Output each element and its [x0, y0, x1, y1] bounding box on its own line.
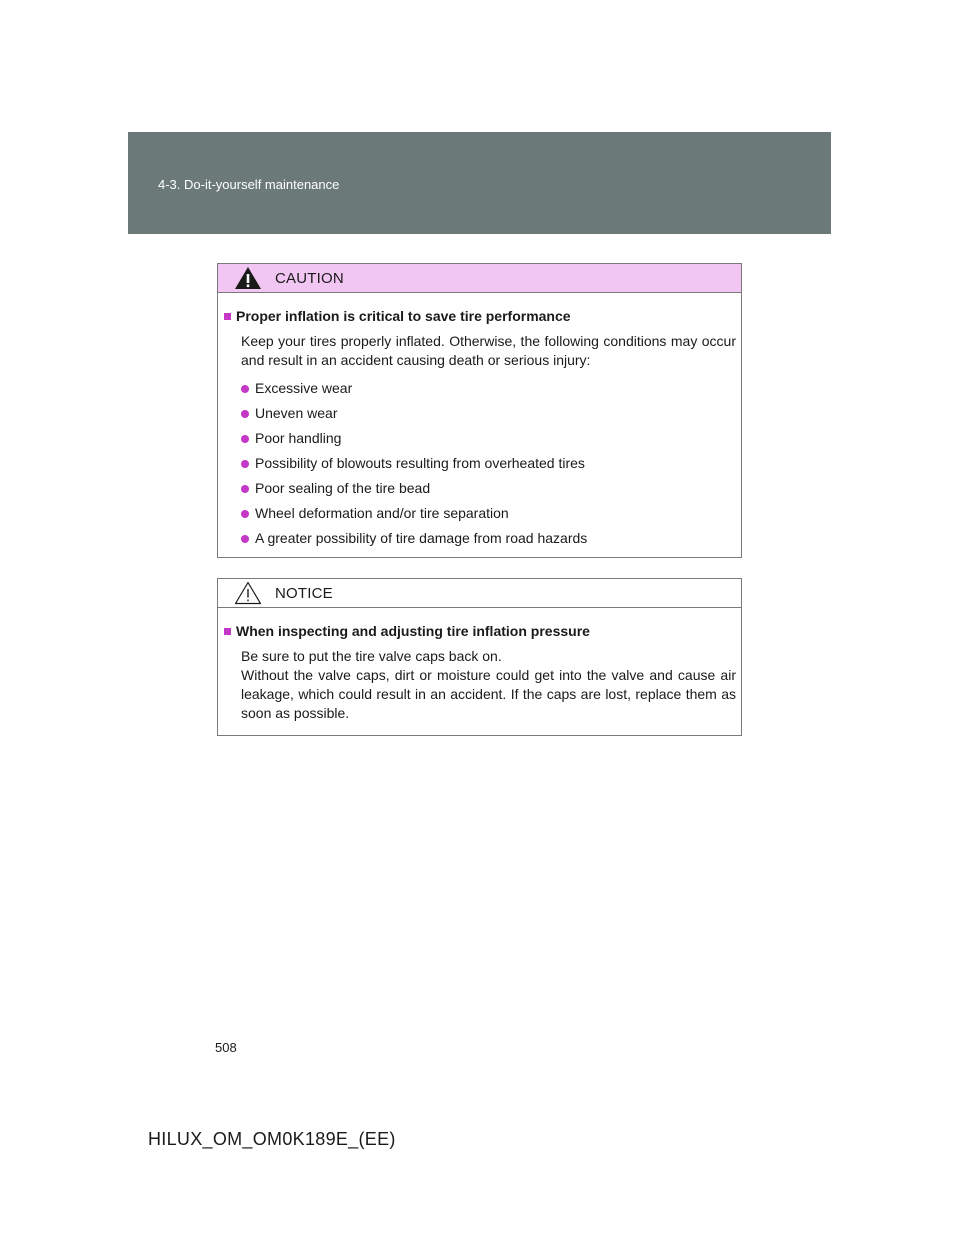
round-bullet-icon: [241, 435, 249, 443]
list-item: [241, 426, 736, 451]
round-bullet-icon: [241, 485, 249, 493]
notice-box: [217, 578, 742, 736]
notice-heading-text: When inspecting and adjusting tire inflation pressure: [236, 623, 590, 639]
list-item: [241, 401, 736, 426]
notice-line-1: Be sure to put the tire valve caps back on.: [241, 648, 502, 664]
notice-line-2: Without the valve caps, dirt or moisture could get into the valve and cause air leakage, which could result in an accident. If the caps are lost, replace them as soon as possible.: [241, 667, 736, 721]
caution-title: CAUTION: [275, 269, 344, 287]
list-item: [241, 526, 736, 551]
list-item: [241, 501, 736, 526]
notice-body: [218, 608, 741, 723]
round-bullet-icon: [241, 460, 249, 468]
square-bullet-icon: [224, 628, 231, 635]
caution-header: [218, 264, 741, 293]
list-item-text: Poor handling: [255, 430, 342, 446]
round-bullet-icon: [241, 385, 249, 393]
caution-box: [217, 263, 742, 558]
caution-heading: [224, 307, 736, 326]
list-item-text: Wheel deformation and/or tire separation: [255, 505, 509, 521]
list-item: [241, 451, 736, 476]
list-item: [241, 376, 736, 401]
page-number: 508: [215, 1040, 237, 1055]
round-bullet-icon: [241, 510, 249, 518]
notice-header: [218, 579, 741, 608]
round-bullet-icon: [241, 410, 249, 418]
warning-triangle-filled-icon: [234, 266, 262, 290]
caution-intro: Keep your tires properly inflated. Otherwise, the following conditions may occur and result in an accident causing death or serious injury:: [241, 333, 736, 368]
square-bullet-icon: [224, 313, 231, 320]
header-band: [128, 132, 831, 234]
list-item-text: Uneven wear: [255, 405, 338, 421]
caution-body: [218, 293, 741, 551]
round-bullet-icon: [241, 535, 249, 543]
list-item-text: A greater possibility of tire damage from road hazards: [255, 530, 588, 546]
caution-heading-text: Proper inflation is critical to save tire performance: [236, 308, 571, 324]
warning-triangle-outline-icon: [234, 581, 262, 605]
notice-heading: [224, 622, 736, 641]
list-item-text: Poor sealing of the tire bead: [255, 480, 431, 496]
list-item: [241, 476, 736, 501]
list-item-text: Excessive wear: [255, 380, 353, 396]
document-code: HILUX_OM_OM0K189E_(EE): [148, 1129, 396, 1149]
caution-list: [224, 376, 736, 551]
notice-title: NOTICE: [275, 584, 333, 602]
list-item-text: Possibility of blowouts resulting from overheated tires: [255, 455, 585, 471]
section-title: 4-3. Do-it-yourself maintenance: [158, 177, 340, 192]
